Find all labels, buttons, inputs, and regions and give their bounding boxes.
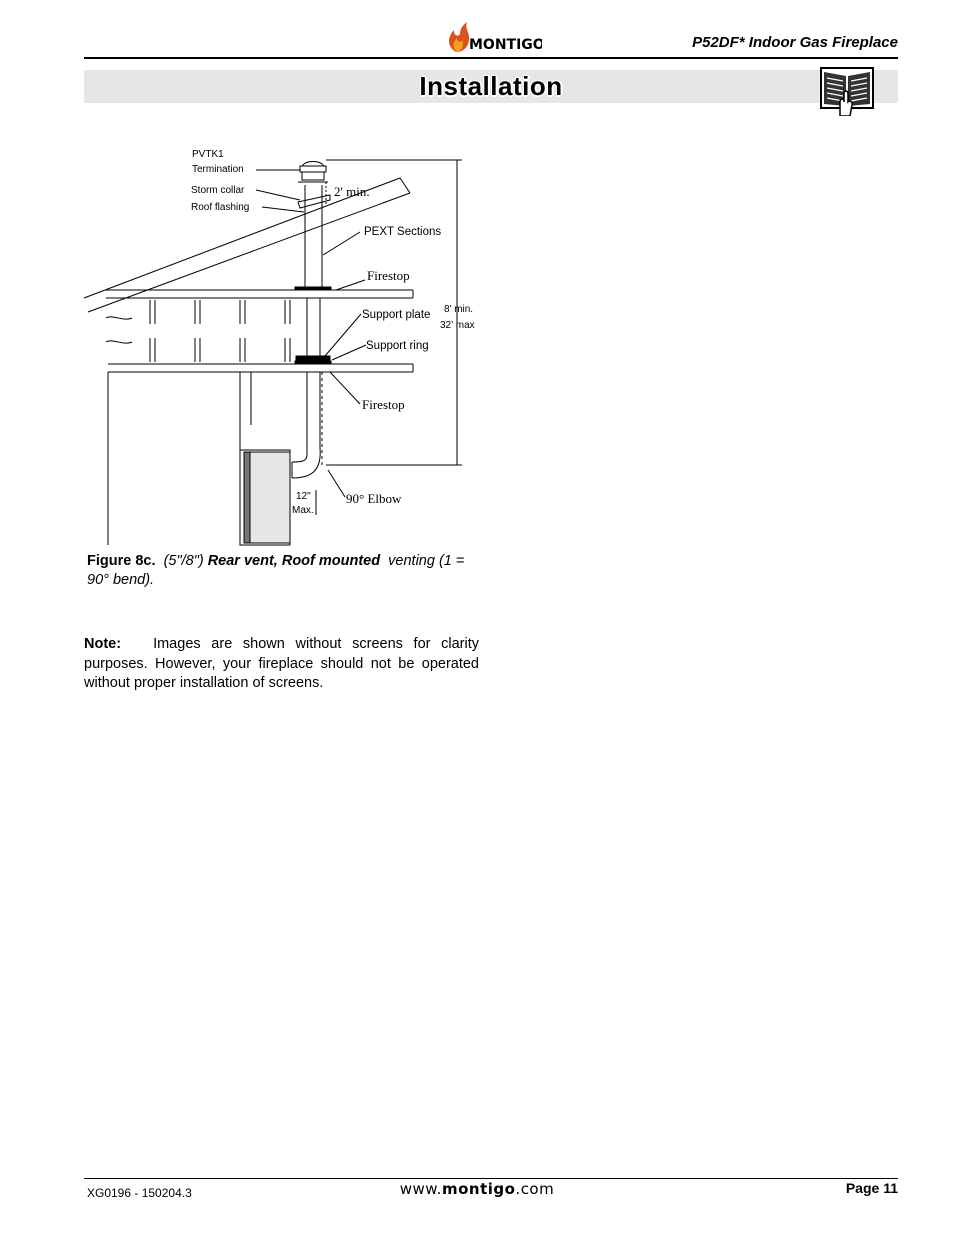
manual-book-icon <box>820 64 874 116</box>
label-support-ring: Support ring <box>366 340 429 352</box>
label-12-inch: 12" <box>296 491 311 502</box>
section-title: Installation <box>419 71 563 101</box>
rear-vent-roof-diagram <box>80 140 500 550</box>
label-pvtk1: PVTK1 <box>192 149 224 160</box>
label-8-min: 8’ min. <box>444 304 474 315</box>
label-2-min: 2' min. <box>334 184 370 199</box>
url-suffix: .com <box>515 1180 555 1198</box>
label-roof-flashing: Roof flashing <box>191 202 250 213</box>
note-label: Note: <box>84 636 122 652</box>
note-paragraph <box>84 635 479 694</box>
label-firestop-top: Firestop <box>367 268 410 283</box>
document-title: P52DF* Indoor Gas Fireplace <box>692 34 898 51</box>
label-32-max: 32’ max <box>440 320 475 331</box>
label-pext-sections: PEXT Sections <box>364 226 442 238</box>
section-banner <box>84 70 898 103</box>
header-divider <box>84 57 898 59</box>
url-brand: montigo <box>441 1180 516 1198</box>
montigo-logo <box>442 22 542 56</box>
figure-size: (5"/8") <box>163 553 204 569</box>
label-firestop-bottom: Firestop <box>362 397 405 412</box>
label-termination: Termination <box>192 164 244 175</box>
label-max: Max. <box>292 505 314 516</box>
page-number: Page 11 <box>845 1180 898 1196</box>
logo-wordmark: MONTIGO <box>469 37 542 53</box>
figure-number: Figure 8c. <box>87 553 156 569</box>
footer-divider <box>84 1178 898 1179</box>
url-prefix: www. <box>399 1180 442 1198</box>
document-code: XG0196 - 150204.3 <box>87 1186 192 1200</box>
figure-description: venting (1 = 90° bend). <box>87 553 465 588</box>
figure-caption <box>87 552 487 590</box>
note-text: Images are shown without screens for clarity purposes. However, your fireplace should not be operated without proper installation of screens. <box>84 636 480 691</box>
figure-title: Rear vent, Roof mounted <box>207 553 381 569</box>
website-url[interactable] <box>0 1180 954 1198</box>
label-support-plate: Support plate <box>362 309 431 321</box>
label-storm-collar: Storm collar <box>191 185 245 196</box>
label-90-elbow: 90° Elbow <box>346 491 402 506</box>
